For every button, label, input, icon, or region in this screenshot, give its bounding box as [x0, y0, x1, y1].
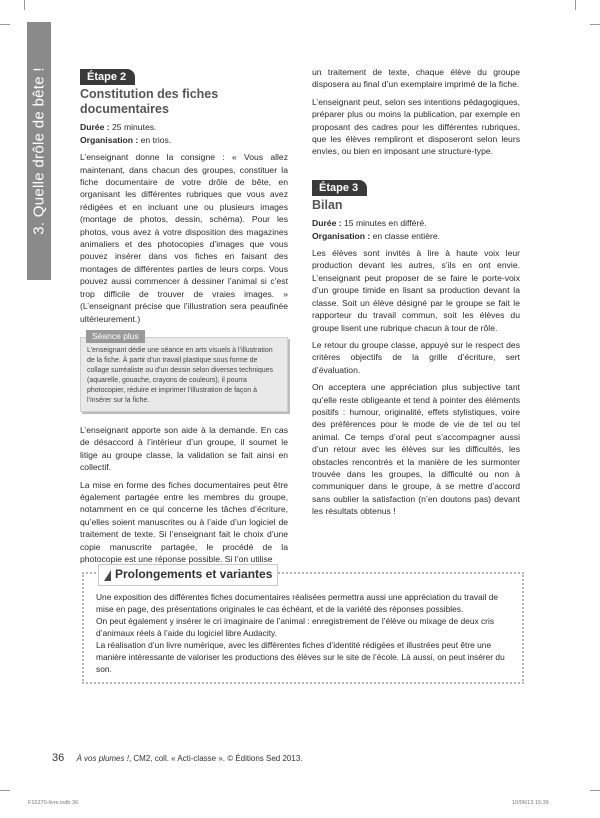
- organisation-value: en trios.: [138, 134, 172, 145]
- step-2-title: Constitution des fiches documentaires: [80, 87, 219, 117]
- organisation-label: Organisation :: [312, 230, 371, 241]
- paragraph: La mise en forme des fiches documentaires peut être également partagée entre les membres du groupe, notamment en ce qui concerne les tâches d’écriture, qu’elles soient manuscrites ou à l’aide d’un logiciel de traitement de texte. Si l’enseignant fait le choix d’une copie manuscrite partagée, le procédé de la photocopie est une réponse possible. Si l’on utilise: [80, 479, 288, 564]
- prolongements-header: [98, 564, 278, 586]
- seance-plus-box: [80, 330, 288, 412]
- chapter-side-tab: [27, 22, 51, 280]
- step-3-meta: [312, 217, 520, 242]
- prolongements-box: [82, 567, 524, 684]
- prolongements-paragraph: La réalisation d’un livre numérique, avec les différentes fiches d’identité rédigées et illustrées peut être une manière intéressante de valoriser les productions des élèves sur le site de l’école. Là aussi, on peut insérer du son.: [96, 640, 505, 674]
- paragraph: Le retour du groupe classe, appuyé sur le respect des critères objectifs de la grille d’écriture, sert d’évaluation.: [312, 339, 520, 375]
- page-footer: [52, 752, 302, 764]
- paragraph: L’enseignant donne la consigne : « Vous allez maintenant, dans chacun des groupes, constituer la fiche documentaire de votre drôle de bête, en organisant les différentes rubriques que vous avez rédigées et en incluant une ou plusieurs images (montage de photos, dessin, schéma). Pour les photos, vous avez à votre disposition des magazines animaliers et des photocopies d’images que vous pouvez insérer dans vos fiches en faisant des montages de différentes parties de leurs corps. Vous pouvez aussi commencer à dessiner l’animal si c’est trop difficile de trouver de vraies images. » (L’enseignant précise que l’illustration sera peaufinée ultérieurement.): [80, 152, 288, 324]
- paragraph: L’enseignant apporte son aide à la demande. En cas de désaccord à l’intérieur d’un groupe, il soumet le litige au groupe classe, la validation se fait ainsi en collectif.: [80, 424, 288, 473]
- prolongements-paragraph: Une exposition des différentes fiches documentaires réalisées permettra aussi une appréciation du travail de mise en page, des présentations originales le cas échéant, et de la variété des réponses possibles.: [96, 592, 499, 614]
- triangle-icon: [104, 570, 111, 581]
- print-slug-file: F16270-livre.indb 36: [28, 800, 79, 806]
- organisation-value: en classe entière.: [370, 230, 441, 241]
- step-3-title: Bilan: [312, 198, 343, 213]
- page-number: 36: [52, 752, 65, 764]
- organisation-label: Organisation :: [80, 134, 139, 145]
- paragraph: L’enseignant peut, selon ses intentions pédagogiques, préparer plus ou moins la publication, par exemple en proposant des cadres pour les différentes rubriques, que les élèves rempliront et disposeront selon leurs envies, ou bien en imposant une structure-type.: [312, 96, 520, 157]
- paragraph: On acceptera une appréciation plus subjective tant qu’elle reste obligeante et tend à pointer des éléments positifs : humour, originalité, effets stylistiques, voire des préférences pour le mode de vie de tel ou tel animal. Ce temps d’oral peut s’accompagner aussi d’un retour avec les élèves sur les difficultés, les obstacles rencontrés et la manière de les surmonter trouvée dans les groupes, la difficulté ou non à communiquer dans le groupe, à se mettre d’accord sans oublier la satisfaction (n’en doutons pas) devant les résultats obtenus !: [312, 382, 520, 517]
- book-title: À vos plumes !: [76, 754, 129, 763]
- right-column: [312, 66, 520, 523]
- paragraph: Les élèves sont invités à lire à haute voix leur production devant les autres, s’ils en ont envie. L’enseignant peut proposer de se faire le porte-voix d’un groupe timide en lisant sa production devant la classe. Soit un élève désigné par le groupe se fait le rapporteur du travail commun, soit les élèves du groupe lisent une rubrique chacun à tour de rôle.: [312, 248, 520, 333]
- duration-label: Durée :: [80, 122, 110, 133]
- paragraph: un traitement de texte, chaque élève du groupe disposera au final d’un exemplaire imprimé de la fiche.: [312, 67, 520, 90]
- copyright: , CM2, coll. « Acti-classe ». © Éditions Sed 2013.: [128, 754, 303, 763]
- crop-mark: [24, 0, 25, 10]
- duration-value: 25 minutes.: [109, 122, 157, 133]
- duration-value: 15 minutes en différé.: [341, 218, 427, 229]
- duration-label: Durée :: [312, 218, 342, 229]
- left-column: [80, 66, 288, 570]
- seance-plus-text: L’enseignant dédie une séance en arts visuels à l’illustration de la fiche. À partir d’un travail plastique sous forme de collage surréaliste ou d’un dessin selon diverses techniques (aquarelle, gouache, crayons de couleurs), il pourra photocopier, réduire et imprimer l’illustration de façon à l’insérer sur la fiche.: [87, 346, 273, 404]
- print-slug-date: 10/06/13 15:39: [512, 800, 549, 806]
- crop-mark: [590, 24, 600, 25]
- step-2-tag: Étape 2: [80, 69, 135, 85]
- crop-mark: [0, 24, 10, 25]
- crop-mark: [0, 790, 10, 791]
- prolongements-paragraph: On peut également y insérer le cri imaginaire de l’animal : enregistrement de l’élève ou mixage de deux cris d’animaux réels à l’aide du logiciel libre Audacity.: [96, 616, 495, 638]
- seance-plus-tag: Séance plus: [86, 330, 145, 343]
- prolongements-title: Prolongements et variantes: [115, 567, 273, 582]
- chapter-title: 3. Quelle drôle de bête !: [30, 67, 48, 235]
- step-2-meta: [80, 121, 288, 146]
- crop-mark: [575, 0, 576, 10]
- crop-mark: [590, 790, 600, 791]
- step-3-tag: Étape 3: [312, 180, 367, 196]
